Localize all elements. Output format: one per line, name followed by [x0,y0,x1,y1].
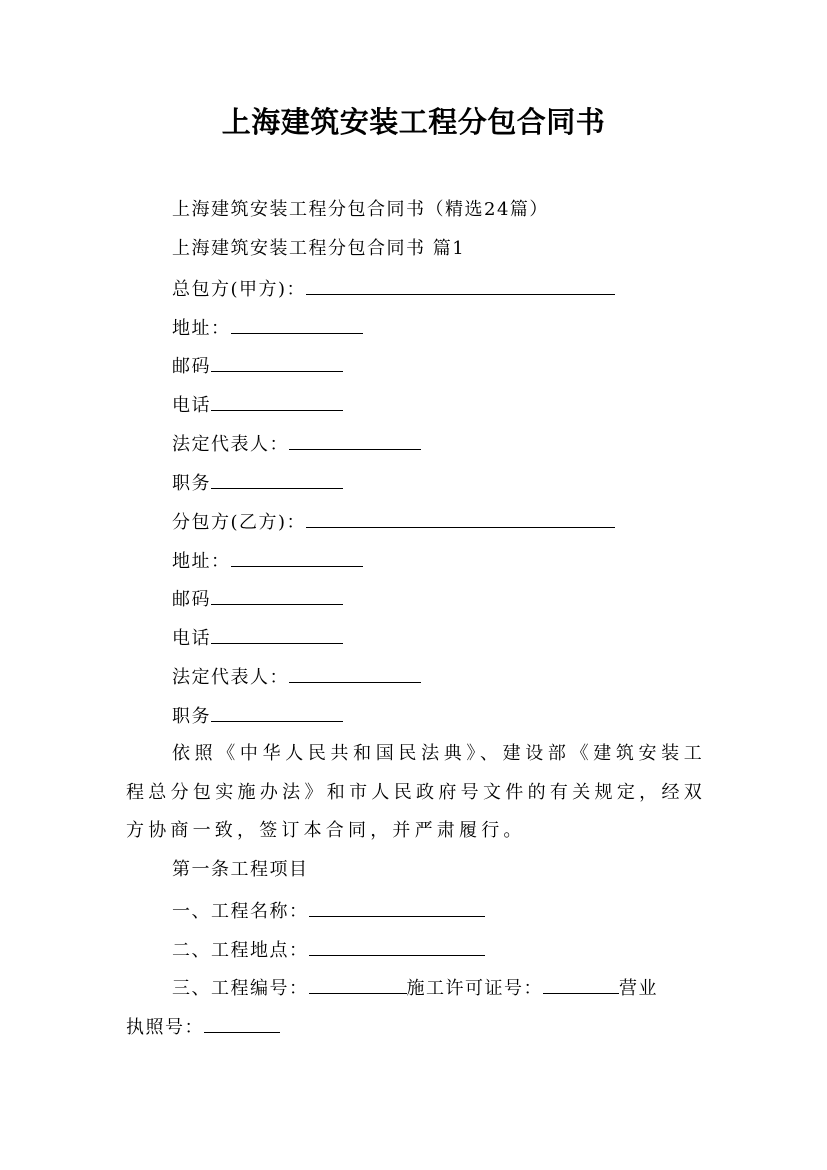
party-b-position-label: 职务 [172,706,211,727]
document-subtitle: 上海建筑安装工程分包合同书（精选24篇） [172,199,549,220]
party-b-legal-rep-label: 法定代表人： [172,667,289,688]
project-number-label: 三、工程编号： [172,978,309,999]
party-a-position-blank [211,470,343,489]
article-1-heading: 第一条工程项目 [172,859,309,880]
party-b-phone-blank [211,625,343,644]
party-a-legal-rep-row [172,431,421,457]
party-b-address-row [172,548,363,574]
party-a-row [172,276,615,302]
project-location-blank [309,937,485,956]
preamble-paragraph: 依照《中华人民共和国民法典》、建设部《建筑安装工程总分包实施办法》和市人民政府号文件的有关规定，经双方协商一致，签订本合同，并严肃履行。 [126,743,706,841]
license-blank [204,1014,280,1033]
party-b-position-blank [211,703,343,722]
project-location-label: 二、工程地点： [172,940,309,961]
party-b-row [172,509,615,535]
project-name-blank [309,898,485,917]
party-b-postcode-label: 邮码 [172,589,211,610]
party-a-postcode-label: 邮码 [172,356,211,377]
party-b-legal-rep-blank [289,664,421,683]
party-b-legal-rep-row [172,664,421,690]
project-number-blank [309,975,407,994]
party-a-phone-row [172,392,343,418]
party-a-legal-rep-blank [289,431,421,450]
party-b-position-row [172,703,343,729]
party-b-address-blank [231,548,363,567]
document-title: 上海建筑安装工程分包合同书 [221,105,606,139]
party-a-position-row [172,470,343,496]
permit-label: 施工许可证号： [406,978,543,999]
party-b-label: 分包方(乙方)： [172,512,307,533]
party-b-address-label: 地址： [172,551,231,572]
party-a-postcode-row [172,353,343,379]
party-a-label: 总包方(甲方)： [172,279,307,300]
project-number-paragraph [126,970,711,1047]
party-a-address-blank [231,315,363,334]
party-a-legal-rep-label: 法定代表人： [172,434,289,455]
party-a-position-label: 职务 [172,473,211,494]
party-a-address-row [172,315,363,341]
party-a-blank [306,276,615,295]
license-label-part2: 执照号： [126,1016,204,1038]
party-b-postcode-blank [211,586,343,605]
project-name-row [172,898,485,924]
party-b-phone-row [172,625,343,651]
party-a-postcode-blank [211,353,343,372]
section-heading: 上海建筑安装工程分包合同书 篇1 [172,238,466,259]
party-b-blank [306,509,615,528]
license-label-part1: 营业 [619,978,658,999]
project-name-label: 一、工程名称： [172,901,309,922]
party-b-phone-label: 电话 [172,628,211,649]
party-a-address-label: 地址： [172,318,231,339]
party-a-phone-blank [211,392,343,411]
party-b-postcode-row [172,586,343,612]
project-location-row [172,937,485,963]
permit-blank [543,975,619,994]
party-a-phone-label: 电话 [172,395,211,416]
